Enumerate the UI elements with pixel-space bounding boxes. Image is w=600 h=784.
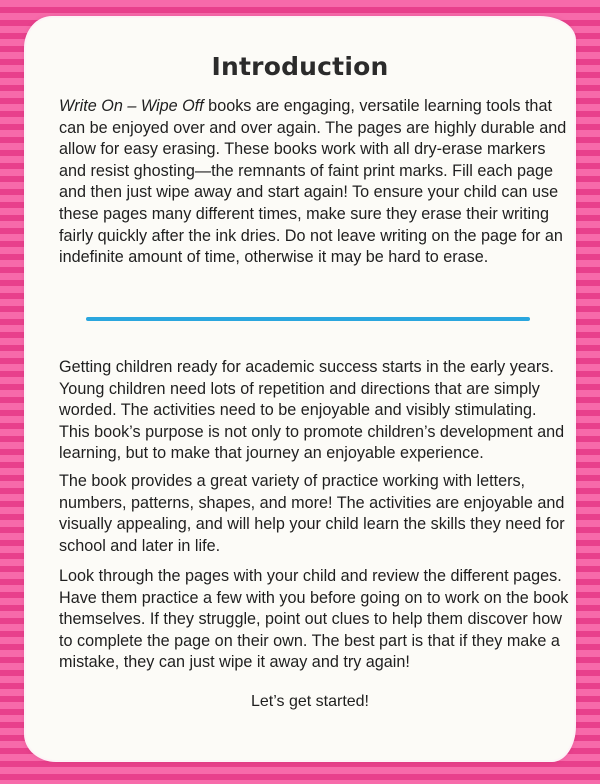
intro-paragraph (59, 96, 569, 269)
divider-line (86, 317, 530, 321)
intro-text: books are engaging, versatile learning tools that can be enjoyed over and over again. The pages are highly durable and allow for easy erasing. These books work with all dry-erase markers and resist ghosting—the remnants of faint print marks. Fill each page and then just wipe away and start again! To ensure your child can use these pages many different times, make sure they erase their writing fairly quickly after the ink dries. Do not leave writing on the page for an indefinite amount of time, otherwise it may be hard to erase. (59, 97, 567, 267)
paragraph-1: Getting children ready for academic success starts in the early years. Young children need lots of repetition and directions that are simply worded. The activities need to be enjoyable and visibly stimulating. This book’s purpose is not only to promote children’s development and learning, but to make that journey an enjoyable experience. (59, 358, 565, 463)
closing-line: Let’s get started! (251, 693, 369, 710)
book-name: Write On – Wipe Off (59, 97, 204, 115)
paragraph-3: Look through the pages with your child and review the different pages. Have them practice a few with you before going on to work on the book themselves. If they struggle, point out clues to help them discover how to complete the page on their own. The best part is that if they make a mistake, they can just wipe it away and try again! (59, 567, 569, 672)
page-title: Introduction (211, 52, 389, 81)
paragraph-2: The book provides a great variety of practice working with letters, numbers, patterns, shapes, and more! The activities are enjoyable and visually appealing, and will help your child learn the skills they need for school and later in life. (59, 472, 565, 555)
